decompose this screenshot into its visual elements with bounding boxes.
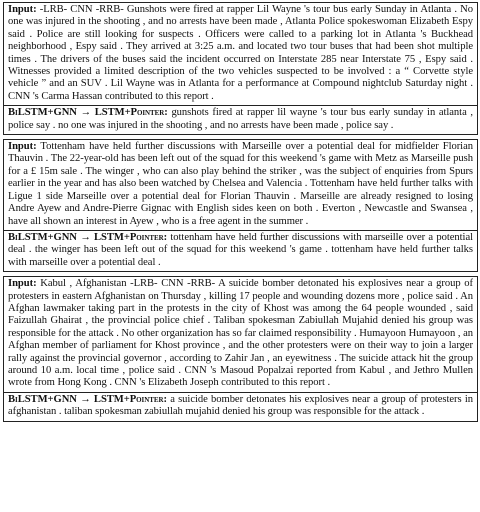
example-3 [3,276,478,421]
input-label: Input: [8,141,37,153]
output-block [4,105,477,134]
example-2 [3,139,478,272]
input-label: Input: [8,278,37,290]
model-summary: gunshots fired at rapper lil wayne 's tour bus early sunday in atlanta , police say . no one was injured in the shooting , and no arrests have been made , police say . [8,107,473,131]
input-label: Input: [8,4,37,15]
example-1 [3,2,478,135]
model-summary: tottenham have held further discussions with marseille over a potential deal . the winger has been left out of the squad for this weekend 's game . tottenham have held further talks with marseille over a potential deal . [8,231,473,268]
output-block [4,392,477,421]
model-label: BiLSTM+GNN → LSTM+Pointer: [8,107,168,119]
model-label: BiLSTM+GNN → LSTM+Pointer: [8,231,168,243]
output-block [4,230,477,271]
model-summary: a suicide bomber detonates his explosives near a group of protesters in afghanistan . taliban spokesman zabiullah mujahid denied his group was responsible for the attack . [8,393,473,418]
input-text: -LRB- CNN -RRB- Gunshots were fired at rapper Lil Wayne 's tour bus early Sunday in Atlanta . No one was injured in the shooting , and no arrests have been made , Atlanta Police spokeswoman Elizabeth Espy said . Police are still looking for suspects . Officers were called to a parking lot in Atlanta 's Buckhead neighborhood , Espy said . They arrived at 3:25 a.m. and located two tour buses that had been shot multiple times . The drivers of the buses said the incident occurred on Interstate 285 near Interstate 75 , Espy said . Witnesses provided a limited description of the two vehicles suspected to be involved : a “ Corvette style vehicle ” and an SUV . Lil Wayne was in Atlanta for a performance at Compound nightclub Saturday night . CNN 's Carma Hassan contributed to this report . [8,4,473,102]
input-text: Kabul , Afghanistan -LRB- CNN -RRB- A suicide bomber detonated his explosives near a group of protesters in eastern Afghanistan on Thursday , killing 17 people and wounding dozens more , police said . An Afghan lawmaker taking part in the protests in the city of Khost was among the 64 people wounded , said Faizullah Ghairat , the provincial police chief . Taliban spokesman Zabiullah Mujahid denied his group was responsible for the attack . No other organization has so far claimed responsibility . Humayoon Humayoon , an Afghan member of parliament for Khost province , and the other protesters were on their way to join a larger rally against the provincial governor , according to Zahir Jan , an eyewitness . The suicide attack hit the group around 10 a.m. local time , police said . CNN 's Masoud Popalzai reported from Kabul , and Jethro Mullen wrote from Hong Kong . CNN 's Elizabeth Joseph contributed to this report . [8,278,473,389]
examples-table [3,2,478,426]
input-block [4,140,477,230]
input-block [4,277,477,392]
model-label: BiLSTM+GNN → LSTM+Pointer: [8,393,167,405]
input-text: Tottenham have held further discussions with Marseille over a potential deal for midfielder Florian Thauvin . The 22-year-old has been left out of the squad for this weekend 's game with Metz as Marseille push for a £ 15m sale . The winger , who can also play behind the striker , was the subject of enquiries from Spurs earlier in the year and has also been watched by Chelsea and Valencia . Tottenham have held further talks with Ligue 1 side Marseille over a potential deal for Florian Thauvin . Marseille are already resigned to losing Andre Ayew and Andre-Pierre Gignac with English sides keen on both . Everton , Newcastle and Swansea , have all shown an interest in Ayew , who is a free agent in the summer . [8,141,473,227]
input-block [4,3,477,105]
